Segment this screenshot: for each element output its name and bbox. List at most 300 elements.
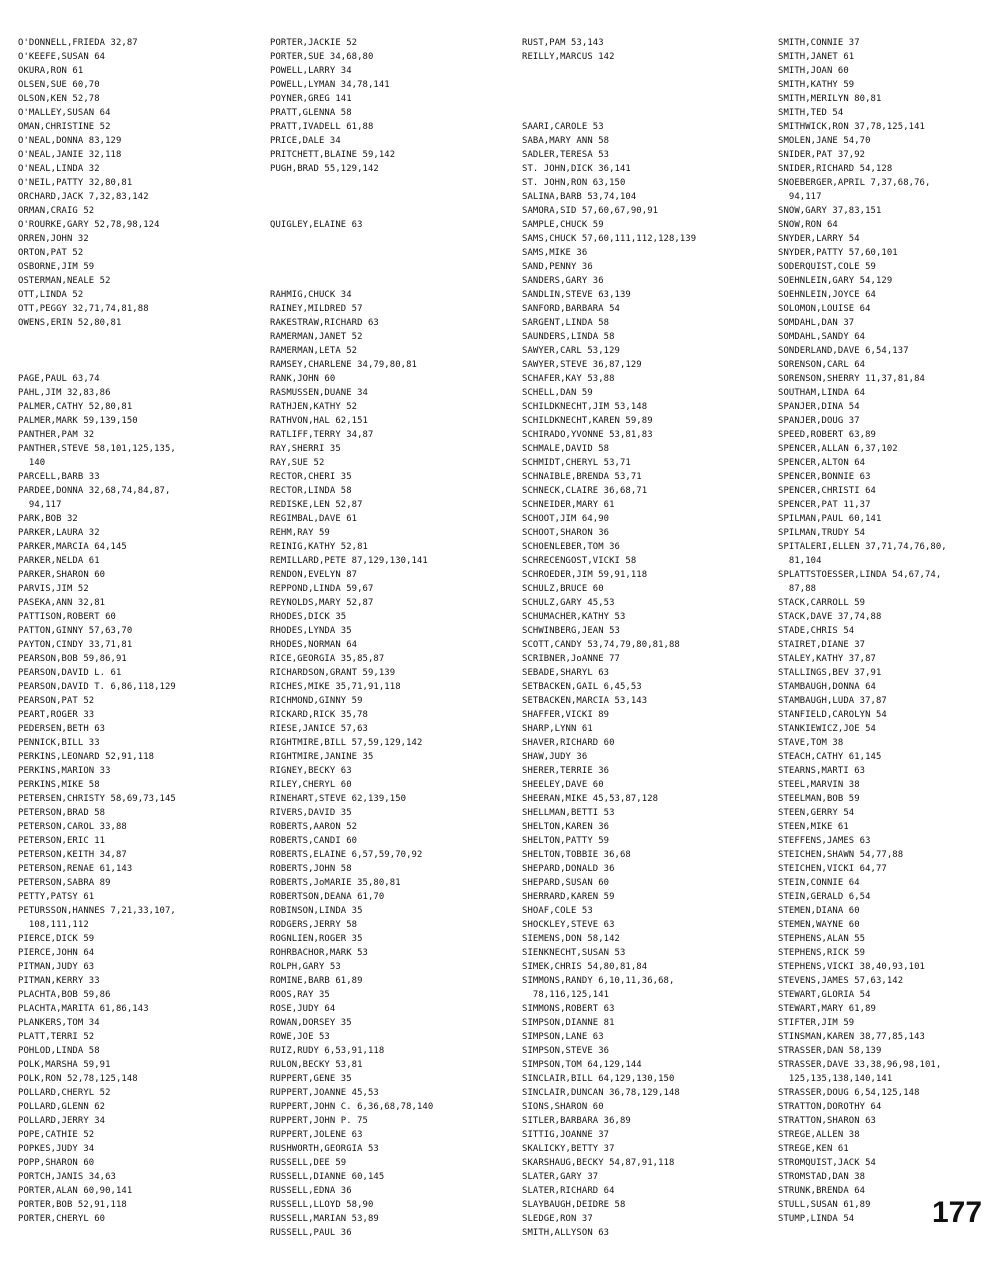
index-entry-continuation: 87,88 [778, 584, 817, 594]
index-entry: PARKER,SHARON 60 [18, 570, 106, 580]
index-entry: ROBERTS,ELAINE 6,57,59,70,92 [270, 850, 423, 860]
index-entry: RIGHTMIRE,BILL 57,59,129,142 [270, 738, 423, 748]
index-entry: RAKESTRAW,RICHARD 63 [270, 318, 379, 328]
index-entry: SNIDER,PAT 37,92 [778, 150, 866, 160]
index-entry: RINEHART,STEVE 62,139,150 [270, 794, 407, 804]
index-entry: SIENKNECHT,SUSAN 53 [522, 948, 626, 958]
index-entry: REDISKE,LEN 52,87 [270, 500, 363, 510]
index-entry: SAND,PENNY 36 [522, 262, 593, 272]
index-entry: SCHNEIDER,MARY 61 [522, 500, 615, 510]
index-entry: SIMPSON,DIANNE 81 [522, 1018, 615, 1028]
index-entry: STRUNK,BRENDA 64 [778, 1186, 866, 1196]
index-entry: STEICHEN,SHAWN 54,77,88 [778, 850, 904, 860]
index-entry: SPANJER,DOUG 37 [778, 416, 860, 426]
index-entry: STEVENS,JAMES 57,63,142 [778, 976, 904, 986]
index-entry: PORTCH,JANIS 34,63 [18, 1172, 116, 1182]
index-entry: POLK,MARSHA 59,91 [18, 1060, 111, 1070]
index-entry: SORENSON,SHERRY 11,37,81,84 [778, 374, 925, 384]
index-entry: PEART,ROGER 33 [18, 710, 95, 720]
index-entry: RUST,PAM 53,143 [522, 38, 604, 48]
index-entry: PETERSON,ERIC 11 [18, 836, 106, 846]
index-entry: SNOW,RON 64 [778, 220, 838, 230]
index-entry: PORTER,BOB 52,91,118 [18, 1200, 127, 1210]
index-gap [270, 232, 515, 246]
index-entry: STEEN,MIKE 61 [778, 822, 849, 832]
index-entry: SOEHNLEIN,GARY 54,129 [778, 276, 893, 286]
index-entry: SHELLMAN,BETTI 53 [522, 808, 615, 818]
index-entry: RUSSELL,PAUL 36 [270, 1228, 352, 1238]
index-entry: SAMPLE,CHUCK 59 [522, 220, 604, 230]
index-entry: PLACHTA,BOB 59,86 [18, 990, 111, 1000]
index-gap [522, 92, 767, 106]
index-entry: SNYDER,PATTY 57,60,101 [778, 248, 898, 258]
index-entry: STROMSTAD,DAN 38 [778, 1172, 866, 1182]
index-entry: STRASSER,DOUG 6,54,125,148 [778, 1088, 920, 1098]
index-entry: RUIZ,RUDY 6,53,91,118 [270, 1046, 385, 1056]
index-entry: PARKER,LAURA 32 [18, 528, 100, 538]
index-entry: RUSSELL,MARIAN 53,89 [270, 1214, 379, 1224]
index-entry: STACK,DAVE 37,74,88 [778, 612, 882, 622]
index-entry: RILEY,CHERYL 60 [270, 780, 352, 790]
index-entry: PARKER,NELDA 61 [18, 556, 100, 566]
index-entry: RULON,BECKY 53,81 [270, 1060, 363, 1070]
index-entry: STEACH,CATHY 61,145 [778, 752, 882, 762]
page-number: 177 [932, 1196, 983, 1229]
index-entry: O'NEAL,JANIE 32,118 [18, 150, 122, 160]
index-gap [270, 274, 515, 288]
index-entry: RAHMIG,CHUCK 34 [270, 290, 352, 300]
index-entry: PALMER,CATHY 52,80,81 [18, 402, 133, 412]
index-entry: STAMBAUGH,DONNA 64 [778, 682, 876, 692]
index-entry: PIERCE,DICK 59 [18, 934, 95, 944]
index-entry: PARKER,MARCIA 64,145 [18, 542, 127, 552]
index-entry: RATHJEN,KATHY 52 [270, 402, 358, 412]
index-entry-continuation: 81,104 [778, 556, 822, 566]
index-entry: REGIMBAL,DAVE 61 [270, 514, 358, 524]
index-entry: OTT,LINDA 52 [18, 290, 84, 300]
index-entry: PEARSON,DAVID L. 61 [18, 668, 122, 678]
index-entry: PLACHTA,MARITA 61,86,143 [18, 1004, 149, 1014]
index-entry: ROLPH,GARY 53 [270, 962, 341, 972]
index-gap [18, 358, 263, 372]
index-entry: SPANJER,DINA 54 [778, 402, 860, 412]
index-entry: PASEKA,ANN 32,81 [18, 598, 106, 608]
index-entry: SIMEK,CHRIS 54,80,81,84 [522, 962, 648, 972]
index-entry: OTT,PEGGY 32,71,74,81,88 [18, 304, 149, 314]
index-entry: SMITH,ALLYSON 63 [522, 1228, 610, 1238]
index-entry: PETERSON,BRAD 58 [18, 808, 106, 818]
index-entry: O'KEEFE,SUSAN 64 [18, 52, 106, 62]
index-entry: PALMER,MARK 59,139,150 [18, 416, 138, 426]
index-entry: SHEELEY,DAVE 60 [522, 780, 604, 790]
index-entry: RENDON,EVELYN 87 [270, 570, 358, 580]
index-entry: SHEERAN,MIKE 45,53,87,128 [522, 794, 659, 804]
index-entry: RUPPERT,JOLENE 63 [270, 1130, 363, 1140]
index-column-1 [18, 36, 263, 1226]
index-entry: PEDERSEN,BETH 63 [18, 724, 106, 734]
index-entry: PLANKERS,TOM 34 [18, 1018, 100, 1028]
index-entry: STRASSER,DAVE 33,38,96,98,101, [778, 1060, 942, 1070]
index-entry: SIONS,SHARON 60 [522, 1102, 604, 1112]
index-entry: SMITH,MERILYN 80,81 [778, 94, 882, 104]
index-entry: SAWYER,STEVE 36,87,129 [522, 360, 642, 370]
index-gap [270, 246, 515, 260]
index-entry: SINCLAIR,DUNCAN 36,78,129,148 [522, 1088, 680, 1098]
index-entry: RATHVON,HAL 62,151 [270, 416, 368, 426]
index-entry: STREGE,ALLEN 38 [778, 1130, 860, 1140]
index-entry: SITTIG,JOANNE 37 [522, 1130, 610, 1140]
index-entry: ORTON,PAT 52 [18, 248, 84, 258]
index-entry: STREGE,KEN 61 [778, 1144, 849, 1154]
index-column-2 [270, 36, 515, 1240]
index-entry: ROWE,JOE 53 [270, 1032, 330, 1042]
index-entry: RUPPERT,GENE 35 [270, 1074, 352, 1084]
index-entry: SMOLEN,JANE 54,70 [778, 136, 871, 146]
index-gap [18, 330, 263, 344]
index-entry: STEPHENS,RICK 59 [778, 948, 866, 958]
index-entry: STEIN,CONNIE 64 [778, 878, 860, 888]
index-entry: SPENCER,CHRISTI 64 [778, 486, 876, 496]
index-entry: SNOW,GARY 37,83,151 [778, 206, 882, 216]
index-entry: SCHROEDER,JIM 59,91,118 [522, 570, 648, 580]
index-entry: PARVIS,JIM 52 [18, 584, 89, 594]
index-entry: PORTER,JACKIE 52 [270, 38, 358, 48]
index-entry: PETURSSON,HANNES 7,21,33,107, [18, 906, 176, 916]
index-entry: STRATTON,DOROTHY 64 [778, 1102, 882, 1112]
index-entry: SPILMAN,PAUL 60,141 [778, 514, 882, 524]
index-entry: POPE,CATHIE 52 [18, 1130, 95, 1140]
index-entry: SNIDER,RICHARD 54,128 [778, 164, 893, 174]
index-entry: SHARP,LYNN 61 [522, 724, 593, 734]
index-entry: RICKARD,RICK 35,78 [270, 710, 368, 720]
index-entry: SHERER,TERRIE 36 [522, 766, 610, 776]
index-entry: SCHAFER,KAY 53,88 [522, 374, 615, 384]
index-entry: RUPPERT,JOANNE 45,53 [270, 1088, 379, 1098]
index-entry: STEWART,GLORIA 54 [778, 990, 871, 1000]
index-entry: PETERSON,CAROL 33,88 [18, 822, 127, 832]
index-entry: STACK,CARROLL 59 [778, 598, 866, 608]
index-entry: POYNER,GREG 141 [270, 94, 352, 104]
index-entry: SMITH,JOAN 60 [778, 66, 849, 76]
index-entry: REPPOND,LINDA 59,67 [270, 584, 374, 594]
index-gap [522, 78, 767, 92]
index-entry: PATTISON,ROBERT 60 [18, 612, 116, 622]
index-entry: STAMBAUGH,LUDA 37,87 [778, 696, 887, 706]
index-entry: PITMAN,JUDY 63 [18, 962, 95, 972]
index-entry: PRATT,GLENNA 58 [270, 108, 352, 118]
index-entry: PLATT,TERRI 52 [18, 1032, 95, 1042]
index-entry: SPENCER,ALTON 64 [778, 458, 866, 468]
index-entry: PANTHER,STEVE 58,101,125,135, [18, 444, 176, 454]
index-entry: PORTER,SUE 34,68,80 [270, 52, 374, 62]
index-entry: SCHELL,DAN 59 [522, 388, 593, 398]
index-entry: PORTER,ALAN 60,90,141 [18, 1186, 133, 1196]
index-entry: SPENCER,BONNIE 63 [778, 472, 871, 482]
index-entry: SHERRARD,KAREN 59 [522, 892, 615, 902]
index-entry: SCHMALE,DAVID 58 [522, 444, 610, 454]
index-entry: SANFORD,BARBARA 54 [522, 304, 620, 314]
index-entry: OMAN,CHRISTINE 52 [18, 122, 111, 132]
index-entry: SCHUMACHER,KATHY 53 [522, 612, 626, 622]
index-entry: STEIN,GERALD 6,54 [778, 892, 871, 902]
index-entry: PERKINS,MIKE 58 [18, 780, 100, 790]
index-entry: SIEMENS,DON 58,142 [522, 934, 620, 944]
index-entry: O'DONNELL,FRIEDA 32,87 [18, 38, 138, 48]
index-entry: RUSSELL,LLOYD 58,90 [270, 1200, 374, 1210]
index-entry: RICHMOND,GINNY 59 [270, 696, 363, 706]
index-entry: SCHRECENGOST,VICKI 58 [522, 556, 637, 566]
index-gap [270, 190, 515, 204]
index-entry: ROMINE,BARB 61,89 [270, 976, 363, 986]
index-entry: PORTER,CHERYL 60 [18, 1214, 106, 1224]
index-entry: SAMORA,SID 57,60,67,90,91 [522, 206, 659, 216]
index-entry: SCHNAIBLE,BRENDA 53,71 [522, 472, 642, 482]
index-entry: PARK,BOB 32 [18, 514, 78, 524]
index-entry: ROBERTS,CANDI 60 [270, 836, 358, 846]
index-entry: PETERSON,SABRA 89 [18, 878, 111, 888]
index-entry: PAGE,PAUL 63,74 [18, 374, 100, 384]
index-entry: SCHWINBERG,JEAN 53 [522, 626, 620, 636]
index-entry: STROMQUIST,JACK 54 [778, 1158, 876, 1168]
index-entry: SANDERS,GARY 36 [522, 276, 604, 286]
index-entry: ORMAN,CRAIG 52 [18, 206, 95, 216]
index-entry: ST. JOHN,DICK 36,141 [522, 164, 631, 174]
index-gap [270, 260, 515, 274]
index-entry: SHOCKLEY,STEVE 63 [522, 920, 615, 930]
index-entry: ROBERTS,AARON 52 [270, 822, 358, 832]
index-entry: PANTHER,PAM 32 [18, 430, 95, 440]
index-entry: SIMMONS,ROBERT 63 [522, 1004, 615, 1014]
index-entry: SHELTON,KAREN 36 [522, 822, 610, 832]
index-entry: OLSON,KEN 52,78 [18, 94, 100, 104]
index-entry: RIVERS,DAVID 35 [270, 808, 352, 818]
index-entry: REYNOLDS,MARY 52,87 [270, 598, 374, 608]
index-entry: PEARSON,PAT 52 [18, 696, 95, 706]
index-entry: O'NEAL,LINDA 32 [18, 164, 100, 174]
index-entry: STEEN,GERRY 54 [778, 808, 855, 818]
index-entry: SIMMONS,RANDY 6,10,11,36,68, [522, 976, 675, 986]
index-entry: O'NEAL,DONNA 83,129 [18, 136, 122, 146]
index-entry: PARDEE,DONNA 32,68,74,84,87, [18, 486, 171, 496]
index-entry: ORCHARD,JACK 7,32,83,142 [18, 192, 149, 202]
index-entry: RECTOR,LINDA 58 [270, 486, 352, 496]
index-entry: SODERQUIST,COLE 59 [778, 262, 876, 272]
index-entry: SNOEBERGER,APRIL 7,37,68,76, [778, 178, 931, 188]
index-entry: STEPHENS,ALAN 55 [778, 934, 866, 944]
index-entry: SHAVER,RICHARD 60 [522, 738, 615, 748]
index-entry: SCHULZ,GARY 45,53 [522, 598, 615, 608]
index-entry: SKALICKY,BETTY 37 [522, 1144, 615, 1154]
index-entry: RAMERMAN,LETA 52 [270, 346, 358, 356]
index-entry: POWELL,LYMAN 34,78,141 [270, 80, 390, 90]
index-entry: ROHRBACHOR,MARK 53 [270, 948, 368, 958]
index-entry: REINIG,KATHY 52,81 [270, 542, 368, 552]
index-entry: RICHES,MIKE 35,71,91,118 [270, 682, 401, 692]
index-entry: SKARSHAUG,BECKY 54,87,91,118 [522, 1158, 675, 1168]
index-entry: RUSHWORTH,GEORGIA 53 [270, 1144, 379, 1154]
index-entry: POPKES,JUDY 34 [18, 1144, 95, 1154]
index-entry: STEICHEN,VICKI 64,77 [778, 864, 887, 874]
index-entry: STALEY,KATHY 37,87 [778, 654, 876, 664]
index-entry: PERKINS,LEONARD 52,91,118 [18, 752, 155, 762]
index-entry: OSBORNE,JIM 59 [18, 262, 95, 272]
index-entry: SMITH,TED 54 [778, 108, 844, 118]
index-entry: SCRIBNER,JoANNE 77 [522, 654, 620, 664]
index-entry: PEARSON,BOB 59,86,91 [18, 654, 127, 664]
index-entry: SABA,MARY ANN 58 [522, 136, 610, 146]
index-entry-continuation: 94,117 [18, 500, 62, 510]
index-entry: SIMPSON,STEVE 36 [522, 1046, 610, 1056]
index-entry: PETERSEN,CHRISTY 58,69,73,145 [18, 794, 176, 804]
index-entry: PITMAN,KERRY 33 [18, 976, 100, 986]
index-entry: PETERSON,RENAE 61,143 [18, 864, 133, 874]
index-entry: SOEHNLEIN,JOYCE 64 [778, 290, 876, 300]
index-gap [270, 176, 515, 190]
index-entry: SOMDAHL,SANDY 64 [778, 332, 866, 342]
index-entry: PRITCHETT,BLAINE 59,142 [270, 150, 396, 160]
index-entry: STRATTON,SHARON 63 [778, 1116, 876, 1126]
index-entry: SMITH,CONNIE 37 [778, 38, 860, 48]
index-entry: SORENSON,CARL 64 [778, 360, 866, 370]
index-entry: PERKINS,MARION 33 [18, 766, 111, 776]
index-entry: STEEL,MARVIN 38 [778, 780, 860, 790]
index-entry: SHOAF,COLE 53 [522, 906, 593, 916]
index-entry: RAINEY,MILDRED 57 [270, 304, 363, 314]
index-entry: RUPPERT,JOHN C. 6,36,68,78,140 [270, 1102, 434, 1112]
index-entry: SPLATTSTOESSER,LINDA 54,67,74, [778, 570, 942, 580]
index-column-3 [522, 36, 767, 1240]
index-entry: SCOTT,CANDY 53,74,79,80,81,88 [522, 640, 680, 650]
index-entry: SCHOOT,JIM 64,90 [522, 514, 610, 524]
index-entry: SHAFFER,VICKI 89 [522, 710, 610, 720]
index-entry: STEPHENS,VICKI 38,40,93,101 [778, 962, 925, 972]
index-entry: STEWART,MARY 61,89 [778, 1004, 876, 1014]
index-entry: SPENCER,PAT 11,37 [778, 500, 871, 510]
index-entry: REILLY,MARCUS 142 [522, 52, 615, 62]
index-entry: RASMUSSEN,DUANE 34 [270, 388, 368, 398]
index-entry: STULL,SUSAN 61,89 [778, 1200, 871, 1210]
index-entry: STEMEN,WAYNE 60 [778, 920, 860, 930]
index-entry: SCHIRADO,YVONNE 53,81,83 [522, 430, 653, 440]
index-entry: QUIGLEY,ELAINE 63 [270, 220, 363, 230]
index-entry: POLK,RON 52,78,125,148 [18, 1074, 138, 1084]
index-entry: SETBACKEN,GAIL 6,45,53 [522, 682, 642, 692]
index-entry: STADE,CHRIS 54 [778, 626, 855, 636]
index-gap [522, 64, 767, 78]
index-entry: STALLINGS,BEV 37,91 [778, 668, 882, 678]
index-entry: POLLARD,CHERYL 52 [18, 1088, 111, 1098]
index-entry: SHEPARD,SUSAN 60 [522, 878, 610, 888]
index-gap [270, 204, 515, 218]
index-entry: ROWAN,DORSEY 35 [270, 1018, 352, 1028]
index-entry: SEBADE,SHARYL 63 [522, 668, 610, 678]
index-entry: SAARI,CAROLE 53 [522, 122, 604, 132]
index-entry: PENNICK,BILL 33 [18, 738, 100, 748]
index-entry: RICHARDSON,GRANT 59,139 [270, 668, 396, 678]
index-entry: PARCELL,BARB 33 [18, 472, 100, 482]
index-entry-continuation: 108,111,112 [18, 920, 89, 930]
index-entry: RANK,JOHN 60 [270, 374, 336, 384]
index-entry: SARGENT,LINDA 58 [522, 318, 610, 328]
index-entry: ROBERTS,JoMARIE 35,80,81 [270, 878, 401, 888]
index-entry: SOUTHAM,LINDA 64 [778, 388, 866, 398]
index-entry: SOLOMON,LOUISE 64 [778, 304, 871, 314]
index-entry: SPILMAN,TRUDY 54 [778, 528, 866, 538]
index-entry: SETBACKEN,MARCIA 53,143 [522, 696, 648, 706]
index-entry: SLATER,GARY 37 [522, 1172, 599, 1182]
index-entry: PEARSON,DAVID T. 6,86,118,129 [18, 682, 176, 692]
index-entry: SMITH,JANET 61 [778, 52, 855, 62]
index-entry: ST. JOHN,RON 63,150 [522, 178, 626, 188]
index-entry: PUGH,BRAD 55,129,142 [270, 164, 379, 174]
index-entry: SOMDAHL,DAN 37 [778, 318, 855, 328]
index-entry: RATLIFF,TERRY 34,87 [270, 430, 374, 440]
index-entry: RECTOR,CHERI 35 [270, 472, 352, 482]
index-entry-continuation: 78,116,125,141 [522, 990, 610, 1000]
index-gap [522, 106, 767, 120]
index-entry: RIGNEY,BECKY 63 [270, 766, 352, 776]
index-entry: SHEPARD,DONALD 36 [522, 864, 615, 874]
index-entry: RIESE,JANICE 57,63 [270, 724, 368, 734]
index-entry: ROSE,JUDY 64 [270, 1004, 336, 1014]
index-entry: STANKIEWICZ,JOE 54 [778, 724, 876, 734]
index-entry: SCHNECK,CLAIRE 36,68,71 [522, 486, 648, 496]
index-entry: PETTY,PATSY 61 [18, 892, 95, 902]
index-entry-continuation: 125,135,138,140,141 [778, 1074, 893, 1084]
index-entry: SADLER,TERESA 53 [522, 150, 610, 160]
index-entry: RAY,SHERRI 35 [270, 444, 341, 454]
index-entry: POHLOD,LINDA 58 [18, 1046, 100, 1056]
index-entry: RICE,GEORGIA 35,85,87 [270, 654, 385, 664]
index-entry: PETERSON,KEITH 34,87 [18, 850, 127, 860]
index-entry: PIERCE,JOHN 64 [18, 948, 95, 958]
index-entry: RODGERS,JERRY 58 [270, 920, 358, 930]
index-entry: STEFFENS,JAMES 63 [778, 836, 871, 846]
index-entry: SIMPSON,TOM 64,129,144 [522, 1060, 642, 1070]
index-entry: SCHOOT,SHARON 36 [522, 528, 610, 538]
index-entry: ROBERTSON,DEANA 61,70 [270, 892, 385, 902]
index-entry: ROBINSON,LINDA 35 [270, 906, 363, 916]
index-entry: ROGNLIEN,ROGER 35 [270, 934, 363, 944]
index-entry: POWELL,LARRY 34 [270, 66, 352, 76]
index-gap [18, 344, 263, 358]
index-entry: SMITH,KATHY 59 [778, 80, 855, 90]
index-entry: SAMS,CHUCK 57,60,111,112,128,139 [522, 234, 697, 244]
index-entry: SNYDER,LARRY 54 [778, 234, 860, 244]
index-entry: SLEDGE,RON 37 [522, 1214, 593, 1224]
index-entry: ROOS,RAY 35 [270, 990, 330, 1000]
index-entry: ROBERTS,JOHN 58 [270, 864, 352, 874]
index-entry: STEARNS,MARTI 63 [778, 766, 866, 776]
index-entry: OLSEN,SUE 60,70 [18, 80, 100, 90]
index-entry: STINSMAN,KAREN 38,77,85,143 [778, 1032, 925, 1042]
index-entry: PAYTON,CINDY 33,71,81 [18, 640, 133, 650]
index-entry: RUSSELL,DEE 59 [270, 1158, 347, 1168]
index-entry: O'MALLEY,SUSAN 64 [18, 108, 111, 118]
index-entry: SPITALERI,ELLEN 37,71,74,76,80, [778, 542, 947, 552]
index-entry: SMITHWICK,RON 37,78,125,141 [778, 122, 925, 132]
index-entry: RHODES,DICK 35 [270, 612, 347, 622]
index-entry: RAMERMAN,JANET 52 [270, 332, 363, 342]
index-entry: SLATER,RICHARD 64 [522, 1186, 615, 1196]
index-entry: STRASSER,DAN 58,139 [778, 1046, 882, 1056]
index-entry: SAWYER,CARL 53,129 [522, 346, 620, 356]
index-entry: O'ROURKE,GARY 52,78,98,124 [18, 220, 160, 230]
index-entry: SCHILDKNECHT,KAREN 59,89 [522, 416, 653, 426]
index-entry: RAY,SUE 52 [270, 458, 325, 468]
index-entry: STEMEN,DIANA 60 [778, 906, 860, 916]
index-entry: SHELTON,PATTY 59 [522, 836, 610, 846]
